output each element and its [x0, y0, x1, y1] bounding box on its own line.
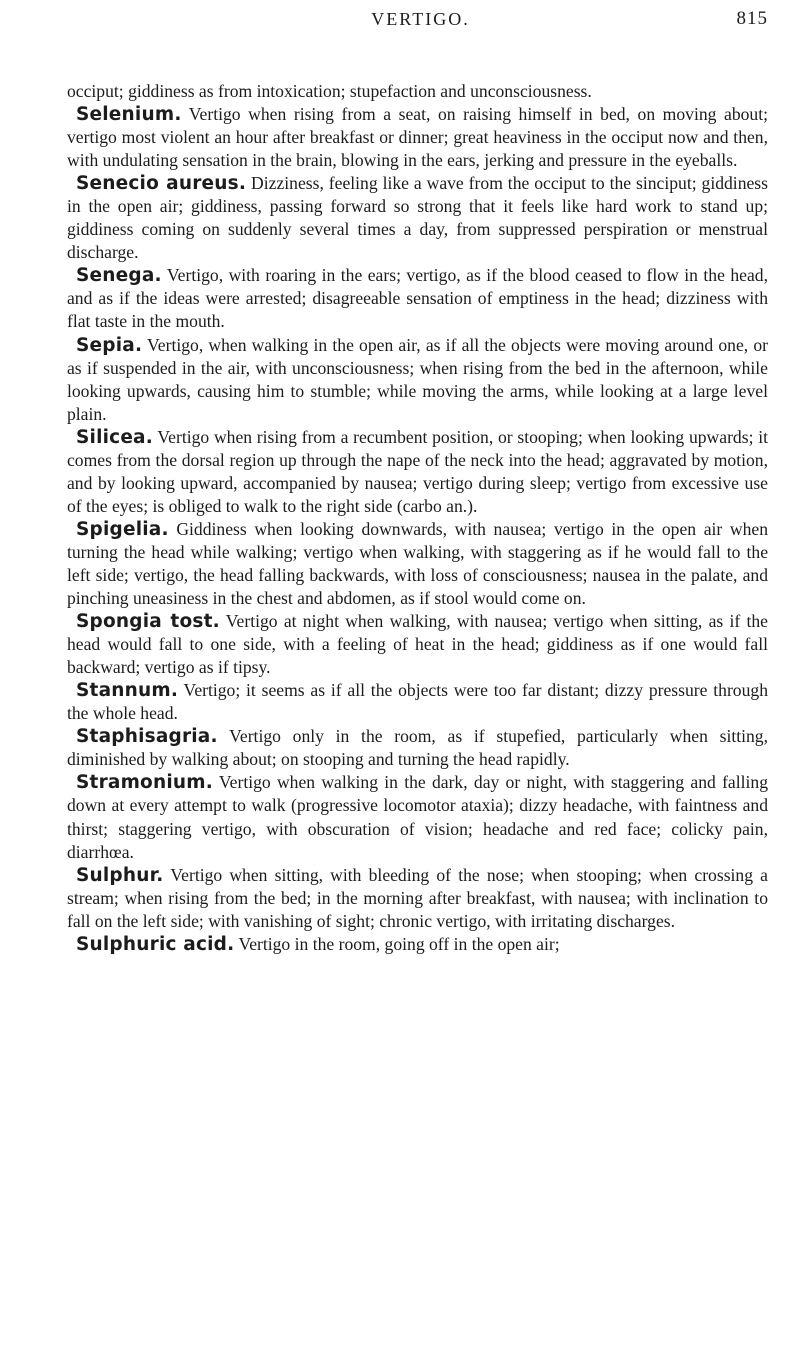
entry-staphisagria [67, 725, 768, 771]
entry-spigelia [67, 518, 768, 610]
entry-stannum [67, 679, 768, 725]
remedy-name: Sulphur. [76, 864, 164, 886]
running-head [67, 0, 768, 80]
entry-silicea [67, 426, 768, 518]
remedy-name: Staphisagria. [76, 726, 218, 748]
entry-sepia [67, 334, 768, 426]
entry-text: Vertigo only in the room, as if stupefied, particularly when sitting, diminished by walking about; on stooping and turning the head rapidly. [67, 726, 768, 770]
remedy-entries [67, 80, 768, 956]
remedy-name: Sepia. [76, 334, 143, 356]
remedy-name: Selenium. [76, 104, 182, 126]
entry-selenium [67, 103, 768, 172]
entry-stramonium [67, 771, 768, 863]
remedy-name: Sulphuric acid. [76, 933, 235, 955]
book-page [67, 0, 768, 1358]
entry-text: Vertigo when rising from a recumbent position, or stooping; when looking upwards; it comes from the dorsal region up through the nape of the neck into the head; aggravated by motion, and by looking upward, accompanied by nausea; vertigo during sleep; vertigo from excessive use of the eyes; is obliged to walk to the right side (carbo an.). [67, 426, 768, 516]
entry-text: Vertigo; it seems as if all the objects were too far distant; dizzy pressure through the whole head. [67, 680, 768, 724]
entry-spongia-tost [67, 610, 768, 679]
entry-text: Vertigo in the room, going off in the open air; [234, 933, 560, 954]
entry-sulphur [67, 864, 768, 933]
remedy-name: Spigelia. [76, 518, 169, 540]
entry-text: occiput; giddiness as from intoxication; stupefaction and unconsciousness. [67, 81, 592, 101]
remedy-name: Spongia tost. [76, 611, 220, 633]
entry-text: Dizziness, feeling like a wave from the occiput to the sinciput; giddiness in the open air; giddiness, passing forward so strong that it feels like hard work to stand up; giddiness coming on suddenly several times a day, from suppressed perspiration or menstrual discharge. [67, 173, 768, 263]
remedy-name: Silicea. [76, 426, 153, 448]
entry-text: Vertigo, with roaring in the ears; vertigo, as if the blood ceased to flow in the head, and as if the ideas were arrested; disagreeable sensation of emptiness in the head; dizziness with flat taste in the mouth. [67, 265, 768, 332]
running-title: VERTIGO. [371, 9, 470, 29]
entry-senega [67, 264, 768, 333]
remedy-name: Senega. [76, 265, 162, 287]
entry-text: Vertigo when walking in the dark, day or night, with staggering and falling down at every attempt to walk (progressive locomotor ataxia); dizzy headache, with faintness and thirst; staggering vertigo, with obscuration of vision; headache and red face; colicky pain, diarrhœa. [67, 772, 768, 862]
entry-text: Vertigo when rising from a seat, on raising himself in bed, on moving about; vertigo most violent an hour after breakfast or dinner; great heaviness in the occiput now and then, with undulating sensation in the brain, blowing in the ears, jerking and pressure in the eyeballs. [67, 104, 768, 171]
entry-text: Giddiness when looking downwards, with nausea; vertigo in the open air when turning the head while walking; vertigo when walking, with staggering as if he would fall to the left side; vertigo, the head falling backwards, with loss of consciousness; nausea in the palate, and pinching uneasiness in the chest and abdomen, as if stool would come on. [67, 518, 768, 609]
remedy-name: Stramonium. [76, 772, 213, 794]
entry-text: Vertigo at night when walking, with nausea; vertigo when sitting, as if the head would fall to one side, with a feeling of heat in the head; giddiness as if one would fall backward; vertigo as if tipsy. [67, 611, 768, 678]
entry-text: Vertigo when sitting, with bleeding of the nose; when stooping; when crossing a stream; when rising from the bed; in the morning after breakfast, with nausea; with inclination to fall on the left side; with vanishing of sight; chronic vertigo, with irritating discharges. [67, 864, 768, 931]
entry-text: Vertigo, when walking in the open air, as if all the objects were moving around one, or as if suspended in the air, with unconsciousness; when rising from the bed in the afternoon, while looking upwards, causing him to stumble; while moving the arms, while looking at a large level plain. [67, 334, 768, 424]
entry-sulphuric-acid [67, 933, 768, 956]
entry-senecio-aureus [67, 172, 768, 264]
remedy-name: Stannum. [76, 680, 179, 702]
entry-continuation [67, 80, 768, 103]
remedy-name: Senecio aureus. [76, 173, 247, 195]
page-number: 815 [736, 8, 768, 29]
